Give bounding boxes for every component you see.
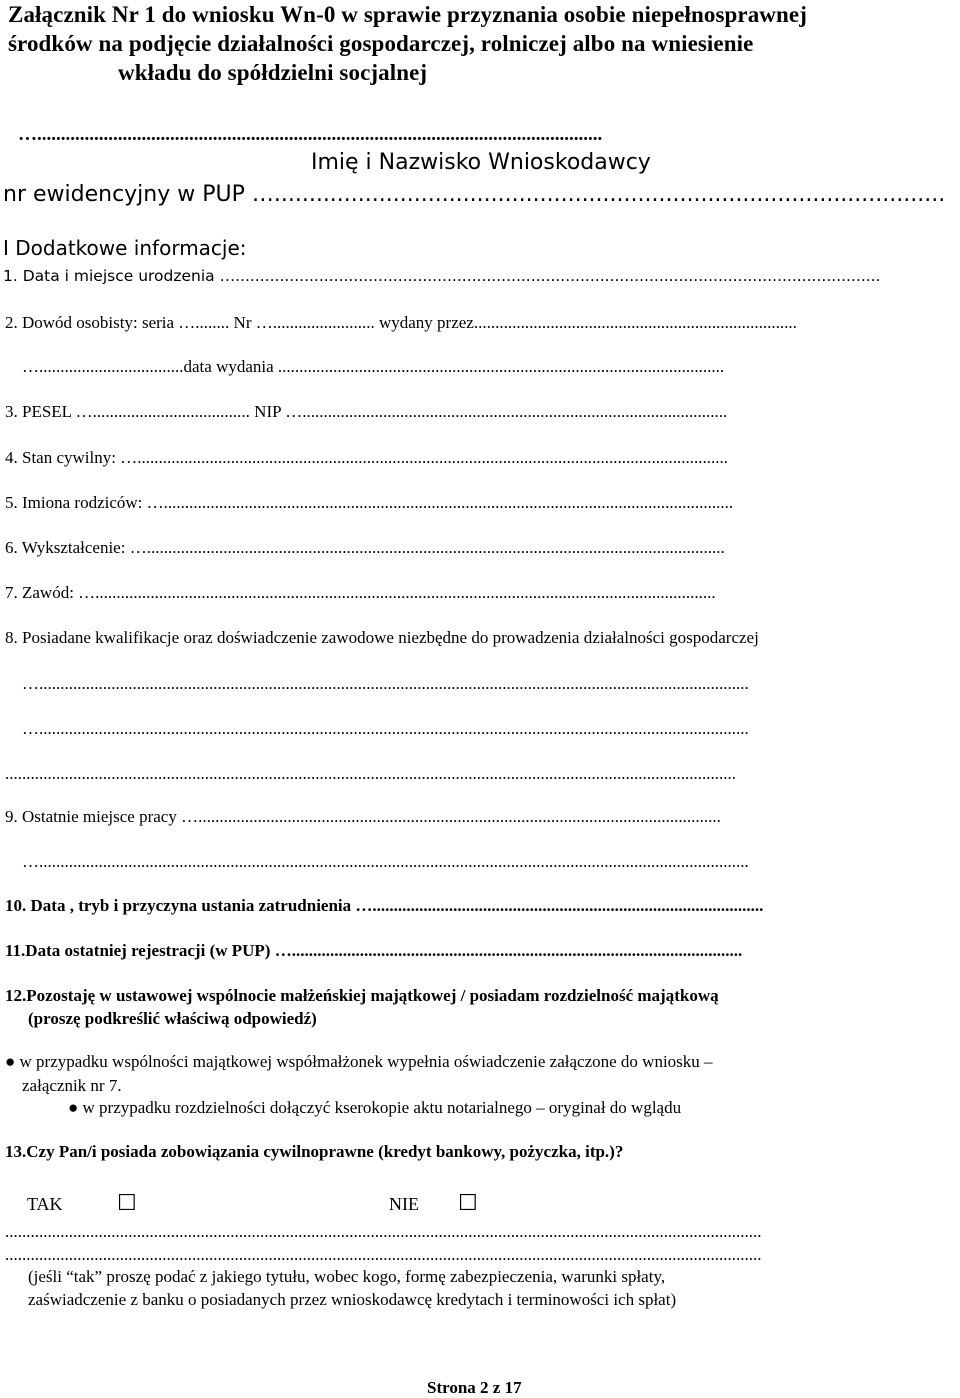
qualifications-line-3[interactable]: ............................................................................................................................................................................ — [5, 764, 736, 783]
last-workplace-line-1[interactable]: …....................................................................................................................................................................... — [22, 852, 749, 871]
liabilities-note-line-2: zaświadczenie z banku o posiadanych przez wnioskodawcę kredytach i terminowości ich spłat) — [28, 1290, 677, 1309]
liabilities-line-2[interactable]: .................................................................................................................................................................................. — [5, 1245, 762, 1264]
doc-title-line3: wkładu do spółdzielni socjalnej — [118, 60, 428, 85]
doc-title-line2: środków na podjęcie działalności gospodarczej, rolniczej albo na wniesienie — [8, 31, 754, 56]
section-title: I Dodatkowe informacje: — [3, 236, 247, 260]
property-regime-hint: (proszę podkreślić właściwą odpowiedź) — [28, 1009, 317, 1028]
yes-label: TAK — [27, 1194, 63, 1214]
field-property-regime: 12.Pozostaję w ustawowej wspólnocie małżeńskiej majątkowej / posiadam rozdzielność majątkową — [5, 986, 719, 1005]
field-employment-end[interactable]: 10. Data , tryb i przyczyna ustania zatrudnienia …............................................................................................ — [5, 896, 764, 915]
doc-title-line1: Załącznik Nr 1 do wniosku Wn-0 w sprawie przyznania osobie niepełnosprawnej — [8, 2, 807, 27]
field-id-card[interactable]: 2. Dowód osobisty: seria …........ Nr …........................ wydany przez............................................................................ — [5, 313, 797, 332]
bullet-joint-property-cont: załącznik nr 7. — [22, 1076, 122, 1095]
no-checkbox[interactable]: ☐ — [458, 1190, 478, 1215]
field-pesel-nip[interactable]: 3. PESEL …..................................... NIP ….................................................................................................... — [5, 402, 728, 421]
liabilities-note-line-1: (jeśli “tak” proszę podać z jakiego tytułu, wobec kogo, formę zabezpieczenia, warunki spłaty, — [28, 1267, 666, 1286]
name-label: Imię i Nazwisko Wnioskodawcy — [311, 150, 651, 175]
field-profession[interactable]: 7. Zawód: ….................................................................................................................................................. — [5, 583, 716, 602]
field-qualifications: 8. Posiadane kwalifikacje oraz doświadczenie zawodowe niezbędne do prowadzenia działalności gospodarczej — [5, 628, 759, 647]
no-label: NIE — [389, 1194, 419, 1214]
qualifications-line-1[interactable]: …....................................................................................................................................................................... — [22, 674, 749, 693]
liabilities-line-1[interactable]: .................................................................................................................................................................................. — [5, 1222, 762, 1241]
yes-checkbox[interactable]: ☐ — [117, 1190, 137, 1215]
qualifications-line-2[interactable]: …....................................................................................................................................................................... — [22, 719, 749, 738]
pup-number-line[interactable]: nr ewidencyjny w PUP …................................................................................................ — [3, 182, 946, 207]
field-birth[interactable]: 1. Data i miejsce urodzenia …................................................................................................................................... — [3, 267, 881, 285]
field-last-registration[interactable]: 11.Data ostatniej rejestracji (w PUP) ….......................................................................................................... — [5, 941, 743, 960]
field-parents-names[interactable]: 5. Imiona rodziców: …...................................................................................................................................... — [5, 493, 734, 512]
field-education[interactable]: 6. Wykształcenie: …........................................................................................................................................ — [5, 538, 725, 557]
name-fill-line[interactable]: …....................................................................................................................... — [18, 124, 603, 145]
field-id-issue-date[interactable]: …..................................data wydania ......................................................................................................... — [22, 357, 725, 376]
field-last-workplace[interactable]: 9. Ostatnie miejsce pracy …........................................................................................................................... — [5, 807, 721, 826]
bullet-joint-property: ● w przypadku wspólności majątkowej współmałżonek wypełnia oświadczenie załączone do wniosku – — [5, 1052, 713, 1071]
field-marital-status[interactable]: 4. Stan cywilny: …........................................................................................................................................... — [5, 448, 728, 467]
field-liabilities: 13.Czy Pan/i posiada zobowiązania cywilnoprawne (kredyt bankowy, pożyczka, itp.)? — [5, 1142, 624, 1161]
bullet-separate-property: ● w przypadku rozdzielności dołączyć kserokopie aktu notarialnego – oryginał do wglądu — [68, 1098, 682, 1117]
page-number: Strona 2 z 17 — [427, 1378, 522, 1397]
